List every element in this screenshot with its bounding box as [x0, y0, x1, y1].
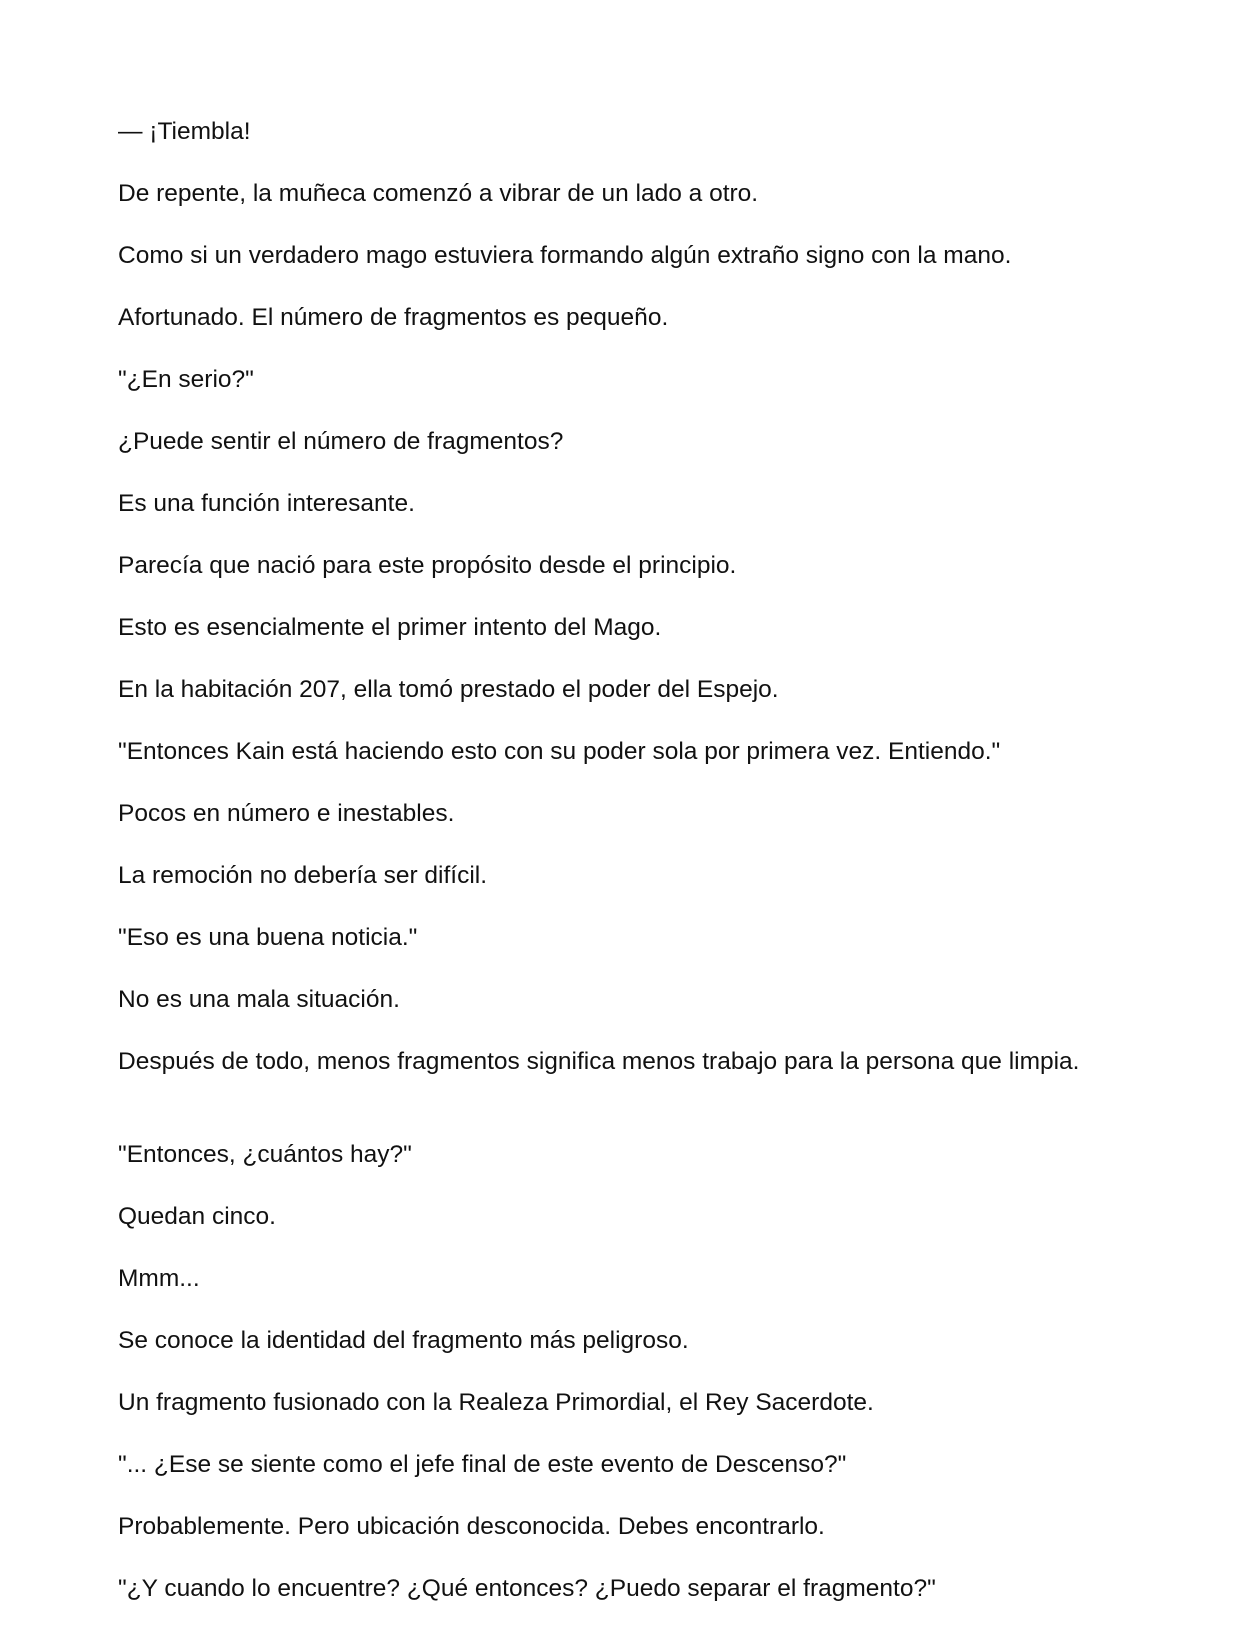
- paragraph: "Eso es una buena noticia.": [118, 924, 418, 951]
- paragraph: Pocos en número e inestables.: [118, 800, 455, 827]
- paragraph: "... ¿Ese se siente como el jefe final de este evento de Descenso?": [118, 1451, 847, 1478]
- paragraph: "Entonces, ¿cuántos hay?": [118, 1141, 412, 1168]
- paragraph: No es una mala situación.: [118, 986, 400, 1013]
- text-body: [118, 116, 1118, 1635]
- paragraph: Esto es esencialmente el primer intento del Mago.: [118, 614, 662, 641]
- paragraph: La remoción no debería ser difícil.: [118, 862, 488, 889]
- paragraph: Mmm...: [118, 1265, 200, 1292]
- paragraph: Probablemente. Pero ubicación desconocida. Debes encontrarlo.: [118, 1513, 825, 1540]
- paragraph: Como si un verdadero mago estuviera formando algún extraño signo con la mano.: [118, 242, 1012, 269]
- paragraph: ¿Puede sentir el número de fragmentos?: [118, 428, 564, 455]
- paragraph: Quedan cinco.: [118, 1203, 276, 1230]
- paragraph: Afortunado. El número de fragmentos es pequeño.: [118, 304, 669, 331]
- paragraph: De repente, la muñeca comenzó a vibrar de un lado a otro.: [118, 180, 759, 207]
- paragraph: En la habitación 207, ella tomó prestado el poder del Espejo.: [118, 676, 779, 703]
- paragraph: Es una función interesante.: [118, 490, 415, 517]
- paragraph: Parecía que nació para este propósito desde el principio.: [118, 552, 737, 579]
- paragraph: Se conoce la identidad del fragmento más peligroso.: [118, 1327, 689, 1354]
- paragraph: "Entonces Kain está haciendo esto con su poder sola por primera vez. Entiendo.": [118, 738, 1001, 765]
- paragraph: Después de todo, menos fragmentos significa menos trabajo para la persona que limpia.: [118, 1048, 1080, 1075]
- paragraph: "¿En serio?": [118, 366, 254, 393]
- paragraph: Un fragmento fusionado con la Realeza Primordial, el Rey Sacerdote.: [118, 1389, 874, 1416]
- paragraph: "¿Y cuando lo encuentre? ¿Qué entonces? ¿Puedo separar el fragmento?": [118, 1575, 936, 1602]
- paragraph: — ¡Tiembla!: [118, 118, 251, 145]
